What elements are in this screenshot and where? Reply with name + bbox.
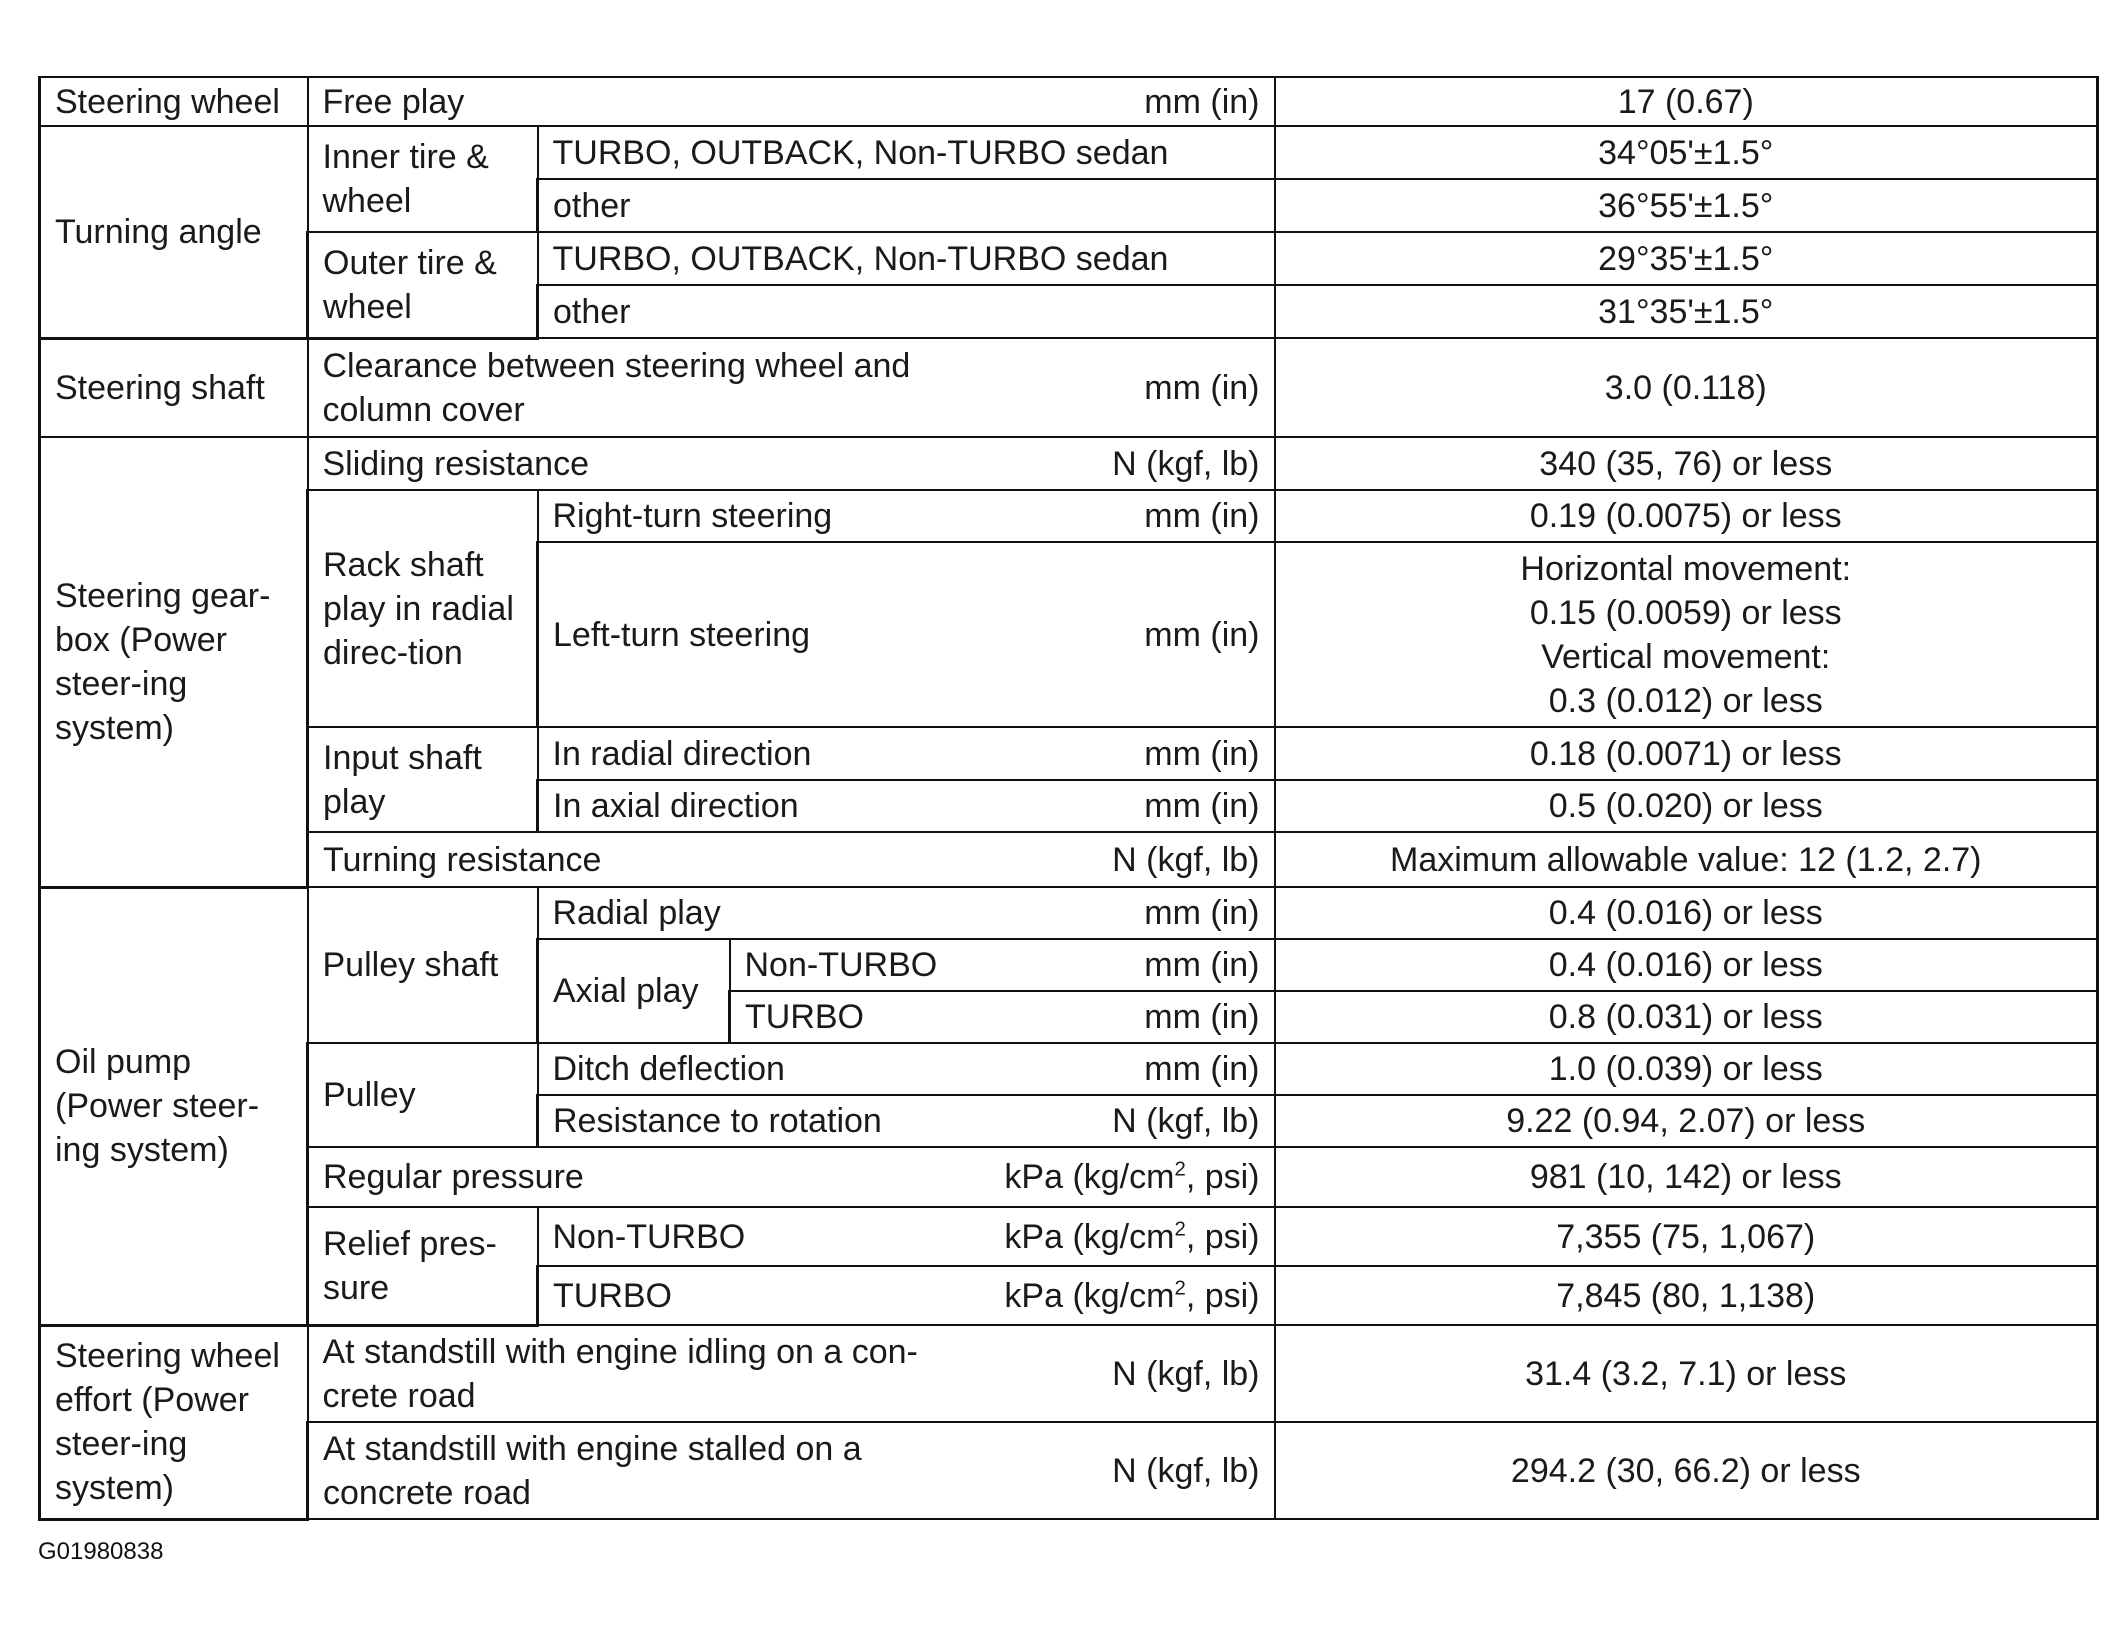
spec-value: 0.4 (0.016) or less [1275,887,2098,939]
table-row [40,1043,2098,1095]
subgroup-label-pulley: Pulley [308,1043,538,1147]
group-label-steering-wheel: Steering wheel [40,77,308,126]
table-row [40,832,2098,887]
unit-label: kPa ($kg/cm^2$, psi) [1004,1217,1260,1256]
item-label: other [538,179,1275,232]
spec-value-line: Horizontal movement: [1520,549,1852,588]
item-label: Turning resistance [323,840,602,879]
table-row [40,1325,2098,1422]
spec-value: 0.19 (0.0075) or less [1275,490,2098,542]
item-label: In axial direction [553,787,799,825]
item-label: In radial direction [552,734,812,773]
table-row [40,727,2098,780]
table-row [40,887,2098,939]
item-label: Non-TURBO [552,1217,746,1256]
group-label-turning-angle: Turning angle [40,126,308,338]
table-row [40,490,2098,542]
item-label: Regular pressure [323,1158,584,1196]
spec-value: 29°35'±1.5° [1275,232,2098,285]
item-label: Non-TURBO [744,946,938,984]
unit-label: N (kgf, lb) [1112,840,1260,879]
unit-label: mm (in) [1144,894,1260,932]
table-row [40,77,2098,126]
item-label: TURBO [745,998,864,1036]
unit-label: N (kgf, lb) [1112,1451,1260,1490]
unit-label: mm (in) [1144,787,1260,825]
item-label: Ditch deflection [552,1050,785,1088]
spec-value: 36°55'±1.5° [1275,179,2098,232]
item-label: Right-turn steering [552,497,833,535]
unit-label: mm (in) [1144,946,1260,984]
unit-label: kPa ($kg/cm^2$, psi) [1004,1158,1260,1196]
spec-value: 340 (35, 76) or less [1275,437,2098,490]
spec-value: 34°05'±1.5° [1275,126,2098,179]
table-row [40,437,2098,490]
spec-value: 31°35'±1.5° [1275,285,2098,338]
table-row [40,1422,2098,1519]
spec-value: 1.0 (0.039) or less [1275,1043,2098,1095]
spec-value-multiline [1275,542,2098,727]
unit-label: mm (in) [1144,1050,1260,1088]
table-row [40,232,2098,285]
subgroup-label-outer-tire: Outer tire & wheel [308,232,538,338]
spec-value: 0.18 (0.0071) or less [1275,727,2098,780]
item-label: At standstill with engine stalled on a concrete road [323,1429,862,1512]
unit-label: N (kgf, lb) [1112,1102,1260,1140]
subgroup-label-axial-play: Axial play [538,939,730,1043]
unit-label: N (kgf, lb) [1112,444,1260,483]
spec-value: 981 (10, 142) or less [1275,1147,2098,1207]
group-label-steering-gearbox: Steering gear-box (Power steer-ing system) [40,437,308,887]
spec-value: 17 (0.67) [1275,77,2098,126]
item-label: Free play [322,82,465,121]
unit-label: mm (in) [1144,82,1260,121]
spec-value: 31.4 (3.2, 7.1) or less [1275,1325,2098,1422]
spec-value: 7,355 (75, 1,067) [1275,1207,2098,1266]
subgroup-label-input-shaft: Input shaft play [308,727,538,832]
subgroup-label-pulley-shaft: Pulley shaft [308,887,538,1043]
unit-label: mm (in) [1144,998,1260,1036]
item-label: TURBO, OUTBACK, Non-TURBO sedan [538,126,1275,179]
table-row [40,338,2098,437]
spec-value-line: Vertical movement: [1541,637,1831,676]
item-label: Left-turn steering [553,615,811,654]
group-label-oil-pump: Oil pump (Power steer-ing system) [40,887,308,1325]
item-label: At standstill with engine idling on a con-crete road [322,1332,918,1415]
item-label: Resistance to rotation [553,1102,882,1140]
figure-code: G01980838 [38,1538,164,1565]
spec-value: 0.4 (0.016) or less [1275,939,2098,991]
table-row [40,126,2098,179]
item-label: TURBO, OUTBACK, Non-TURBO sedan [538,232,1275,285]
spec-value: 0.8 (0.031) or less [1275,991,2098,1043]
spec-value-line: 0.3 (0.012) or less [1548,681,1823,720]
item-label: other [538,285,1275,338]
unit-label: mm (in) [1144,497,1260,535]
group-label-steering-shaft: Steering shaft [40,338,308,437]
subgroup-label-inner-tire: Inner tire & wheel [308,126,538,232]
subgroup-label-relief-pressure: Relief pres-sure [308,1207,538,1325]
spec-value: 3.0 (0.118) [1275,338,2098,437]
spec-value: Maximum allowable value: 12 (1.2, 2.7) [1275,832,2098,887]
spec-value: 9.22 (0.94, 2.07) or less [1275,1095,2098,1147]
unit-label: mm (in) [1144,615,1260,654]
item-label: Sliding resistance [322,444,589,483]
group-label-steering-wheel-effort: Steering wheel effort (Power steer-ing system) [40,1325,308,1519]
item-label: TURBO [553,1276,672,1315]
spec-value: 7,845 (80, 1,138) [1275,1266,2098,1325]
specification-table [38,76,2099,1521]
unit-label: mm (in) [1144,368,1260,407]
unit-label: kPa ($kg/cm^2$, psi) [1004,1276,1260,1315]
spec-value: 294.2 (30, 66.2) or less [1275,1422,2098,1519]
spec-value-line: 0.15 (0.0059) or less [1529,593,1842,632]
subgroup-label-rack-shaft: Rack shaft play in radial direc-tion [308,490,538,727]
table-row [40,1147,2098,1207]
item-label: Radial play [552,894,721,932]
table-row [40,1207,2098,1266]
unit-label: N (kgf, lb) [1112,1354,1260,1393]
spec-value: 0.5 (0.020) or less [1275,780,2098,832]
item-label: Clearance between steering wheel and column cover [322,346,911,429]
unit-label: mm (in) [1144,734,1260,773]
